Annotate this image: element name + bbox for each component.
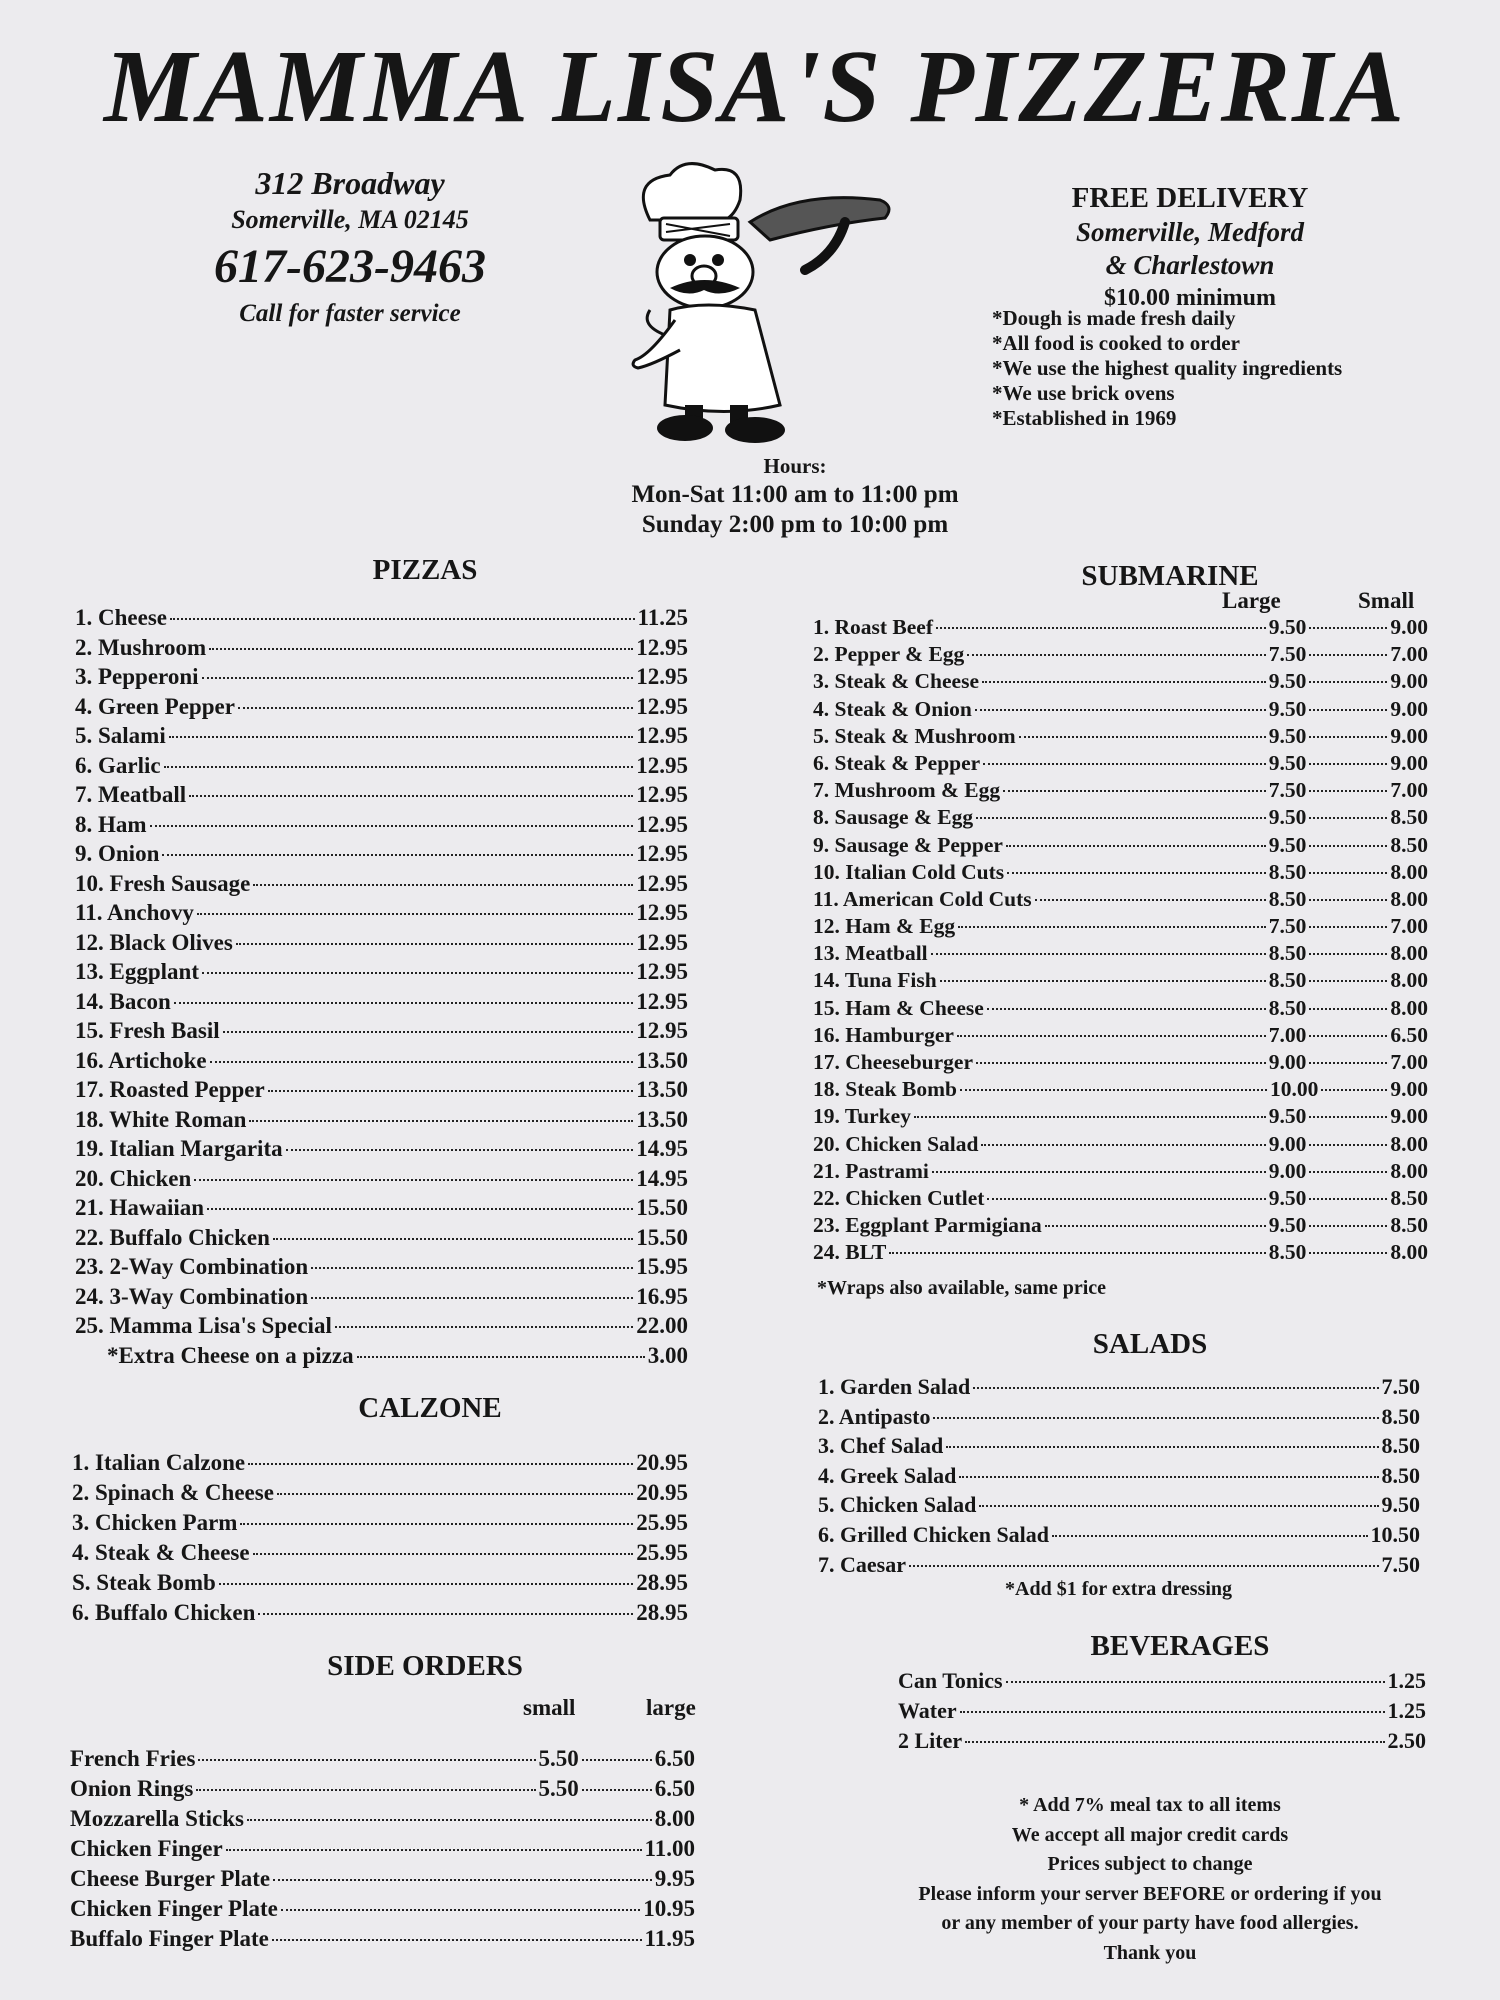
phone-number: 617-623-9463	[214, 240, 486, 293]
item-name: Water	[898, 1698, 957, 1723]
item-name: 16. Hamburger	[813, 1022, 954, 1047]
item-name: 24. 3-Way Combination	[75, 1283, 309, 1309]
item-name: 22. Buffalo Chicken	[75, 1224, 270, 1250]
item-price-large: 6.50	[654, 1746, 695, 1771]
menu-row	[75, 723, 688, 753]
item-price: 1.25	[1387, 1698, 1426, 1723]
item-price-small: 9.00	[1390, 723, 1428, 748]
item-name: 9. Onion	[75, 841, 160, 866]
hours-weekday: Mon-Sat 11:00 am to 11:00 pm	[631, 481, 959, 508]
menu-row	[813, 887, 1428, 914]
item-price-large: 9.50	[1268, 669, 1307, 694]
item-price: 14.95	[636, 1136, 688, 1161]
item-price-small: 8.50	[1390, 1185, 1428, 1210]
item-price-small: 8.50	[1390, 832, 1428, 857]
salads-heading: SALADS	[1092, 1328, 1208, 1360]
delivery-block	[990, 180, 1390, 314]
menu-row	[813, 805, 1428, 832]
call-note: Call for faster service	[239, 300, 461, 327]
menu-row	[818, 1552, 1420, 1582]
item-name: 8. Ham	[75, 811, 147, 837]
menu-row	[818, 1374, 1420, 1404]
item-price: 8.50	[1381, 1462, 1420, 1488]
item-price-large: 10.00	[1270, 1077, 1319, 1102]
menu-row	[813, 941, 1428, 968]
menu-row	[813, 1213, 1428, 1240]
item-name: 20. Chicken	[75, 1165, 192, 1191]
menu-row	[818, 1522, 1420, 1552]
item-price-large: 10.95	[643, 1896, 695, 1921]
item-name: 6. Grilled Chicken Salad	[818, 1521, 1050, 1547]
item-name: 6. Buffalo Chicken	[72, 1600, 256, 1625]
menu-row	[75, 930, 688, 960]
menu-row	[813, 642, 1428, 669]
item-name: 19. Turkey	[813, 1104, 911, 1129]
menu-row	[75, 1048, 688, 1078]
item-name: 17. Roasted Pepper	[75, 1077, 265, 1102]
footer-line: or any member of your party have food allergies.	[941, 1912, 1359, 1934]
menu-row	[72, 1480, 688, 1510]
menu-row	[813, 1023, 1428, 1050]
item-price-small: 9.00	[1390, 615, 1428, 639]
footer-line: Prices subject to change	[1047, 1853, 1253, 1875]
item-price-large: 11.00	[644, 1836, 695, 1861]
item-price: 8.50	[1381, 1433, 1420, 1459]
item-name: 19. Italian Margarita	[75, 1136, 283, 1161]
menu-row	[813, 1132, 1428, 1159]
item-name: 21. Pastrami	[813, 1158, 929, 1183]
item-price-large: 8.50	[1268, 941, 1307, 966]
item-price-large: 8.50	[1268, 886, 1307, 911]
item-name: 1. Roast Beef	[813, 615, 934, 639]
item-price-small: 9.00	[1390, 1077, 1428, 1102]
item-name: 10. Fresh Sausage	[75, 870, 251, 896]
side-col-large: large	[646, 1695, 696, 1720]
item-name: 1. Garden Salad	[818, 1374, 971, 1399]
item-price: 12.95	[636, 870, 688, 896]
item-price: 1.25	[1387, 1668, 1426, 1693]
menu-row	[72, 1600, 688, 1630]
salads-list	[818, 1374, 1420, 1581]
item-price-large: 7.50	[1268, 642, 1307, 667]
dressing-note: *Add $1 for extra dressing	[1005, 1578, 1233, 1600]
city-address: Somerville, MA 02145	[231, 205, 469, 234]
item-price: 20.95	[636, 1480, 688, 1505]
item-name: 3. Steak & Cheese	[813, 669, 980, 694]
menu-row	[75, 1195, 688, 1225]
item-price: 25.95	[636, 1510, 688, 1535]
item-price-large: 8.50	[1268, 995, 1307, 1020]
item-price-small: 9.00	[1390, 1104, 1428, 1129]
item-price-large: 8.50	[1268, 859, 1307, 884]
item-name: 4. Greek Salad	[818, 1462, 957, 1488]
submarine-list	[813, 615, 1428, 1268]
item-name: Cheese Burger Plate	[70, 1866, 271, 1891]
menu-row	[72, 1450, 688, 1480]
item-price-large: 6.50	[654, 1776, 695, 1801]
item-price-large: 7.50	[1268, 778, 1307, 803]
item-price: 13.50	[636, 1077, 688, 1102]
item-price-small: 7.00	[1390, 914, 1428, 939]
item-price: 22.00	[636, 1313, 688, 1338]
item-name: Onion Rings	[70, 1776, 194, 1801]
calzone-list	[72, 1450, 688, 1630]
menu-row	[75, 1284, 688, 1314]
item-name: 16. Artichoke	[75, 1047, 207, 1073]
menu-row	[70, 1896, 695, 1926]
delivery-minimum: $10.00 minimum	[1103, 285, 1276, 311]
menu-row	[75, 959, 688, 989]
menu-row	[813, 1240, 1428, 1267]
menu-row	[75, 1018, 688, 1048]
item-name: Chicken Finger	[70, 1836, 223, 1861]
item-price: 13.50	[636, 1047, 688, 1073]
footer-line: Thank you	[1103, 1941, 1197, 1964]
menu-row	[70, 1836, 695, 1866]
item-name: 2. Antipasto	[818, 1403, 931, 1429]
item-price: 12.95	[636, 634, 688, 660]
item-name: 25. Mamma Lisa's Special	[75, 1313, 332, 1338]
item-price: 7.50	[1381, 1551, 1420, 1577]
item-price-large: 8.50	[1268, 1240, 1307, 1265]
menu-row	[70, 1776, 695, 1806]
item-price: 20.95	[636, 1450, 688, 1475]
item-price-small: 9.00	[1390, 750, 1428, 775]
menu-row	[813, 1159, 1428, 1186]
menu-row	[813, 697, 1428, 724]
item-name: 2. Mushroom	[75, 634, 207, 660]
note-line: *We use the highest quality ingredients	[992, 356, 1343, 380]
item-name: 20. Chicken Salad	[813, 1131, 979, 1156]
menu-row	[898, 1698, 1426, 1728]
side-col-small: small	[523, 1695, 576, 1720]
item-price: 7.50	[1381, 1374, 1420, 1399]
item-name: 23. Eggplant Parmigiana	[813, 1213, 1042, 1238]
menu-row	[813, 751, 1428, 778]
item-name: 21. Hawaiian	[75, 1195, 205, 1220]
item-price: 12.95	[636, 811, 688, 837]
item-price: 12.95	[636, 1018, 688, 1043]
menu-row	[72, 1540, 688, 1570]
item-price-small: 8.00	[1390, 1131, 1428, 1156]
item-price: 9.50	[1381, 1492, 1420, 1518]
item-price: 14.95	[636, 1165, 688, 1191]
menu-row	[75, 900, 688, 930]
item-name: 7. Meatball	[75, 782, 187, 807]
menu-row	[75, 1107, 688, 1137]
item-price: 12.95	[636, 929, 688, 955]
wraps-note: *Wraps also available, same price	[817, 1277, 1107, 1299]
item-price: 12.95	[636, 959, 688, 984]
item-price-large: 9.50	[1268, 805, 1307, 830]
item-name: 9. Sausage & Pepper	[813, 832, 1003, 857]
menu-row	[75, 694, 688, 724]
item-price: 28.95	[636, 1600, 688, 1625]
menu-row	[813, 1050, 1428, 1077]
menu-row	[75, 1225, 688, 1255]
menu-row	[813, 778, 1428, 805]
item-name: *Extra Cheese on a pizza	[107, 1342, 354, 1368]
menu-row	[75, 871, 688, 901]
item-price-small: 8.00	[1390, 1158, 1428, 1183]
item-price-large: 8.50	[1268, 968, 1307, 993]
footer-line: Please inform your server BEFORE or ordering if you	[918, 1882, 1382, 1905]
menu-row	[813, 724, 1428, 751]
footer-line: * Add 7% meal tax to all items	[1019, 1794, 1281, 1816]
item-price: 16.95	[636, 1283, 688, 1309]
pizzas-heading: PIZZAS	[372, 554, 478, 586]
item-price-large: 9.50	[1268, 696, 1307, 721]
item-price-large: 9.00	[1268, 1131, 1307, 1156]
street-address: 312 Broadway	[255, 165, 445, 201]
item-price: 12.95	[636, 693, 688, 719]
menu-row-extra-cheese	[75, 1343, 688, 1373]
menu-row	[75, 812, 688, 842]
item-price: 12.95	[636, 782, 688, 807]
submarine-heading: SUBMARINE	[1081, 560, 1259, 592]
menu-row	[818, 1404, 1420, 1434]
item-name: 5. Steak & Mushroom	[813, 723, 1016, 748]
pizzas-list	[75, 605, 688, 1372]
menu-row	[72, 1510, 688, 1540]
item-price: 12.95	[636, 752, 688, 778]
item-name: S. Steak Bomb	[72, 1570, 216, 1595]
item-price-large: 9.50	[1268, 1185, 1307, 1210]
item-price-small: 8.00	[1390, 941, 1428, 966]
menu-row	[898, 1728, 1426, 1758]
item-price: 12.95	[636, 664, 688, 689]
menu-row	[818, 1492, 1420, 1522]
chef-mascot-icon	[630, 160, 910, 445]
menu-row	[75, 664, 688, 694]
menu-row	[813, 996, 1428, 1023]
item-price-small: 5.50	[538, 1776, 579, 1801]
quality-notes	[992, 306, 1412, 431]
item-name: 2. Pepper & Egg	[813, 642, 965, 667]
item-price-large: 9.50	[1268, 1213, 1307, 1238]
item-name: 15. Fresh Basil	[75, 1018, 220, 1043]
item-price-small: 9.00	[1390, 669, 1428, 694]
item-name: 4. Steak & Cheese	[72, 1540, 250, 1565]
item-name: 7. Caesar	[818, 1551, 906, 1577]
beverages-heading: BEVERAGES	[1090, 1630, 1270, 1662]
hours-block	[595, 452, 995, 540]
item-name: 5. Salami	[75, 723, 166, 748]
item-name: 12. Black Olives	[75, 929, 233, 955]
item-price-small: 8.00	[1390, 1240, 1428, 1265]
item-name: Can Tonics	[898, 1668, 1003, 1693]
item-price: 25.95	[636, 1540, 688, 1565]
item-name: 11. American Cold Cuts	[813, 886, 1032, 911]
footer-notes	[870, 1791, 1430, 1968]
item-price-small: 8.50	[1390, 805, 1428, 830]
menu-row	[813, 615, 1428, 642]
item-name: French Fries	[70, 1746, 196, 1771]
note-line: *Dough is made fresh daily	[992, 306, 1236, 330]
menu-row	[818, 1433, 1420, 1463]
item-price-small: 5.50	[538, 1746, 579, 1771]
menu-row	[813, 1186, 1428, 1213]
item-price-large: 7.50	[1268, 914, 1307, 939]
item-price-small: 8.00	[1390, 968, 1428, 993]
item-name: 3. Chicken Parm	[72, 1510, 238, 1535]
item-price: 10.50	[1370, 1521, 1420, 1547]
menu-row	[75, 635, 688, 665]
item-price-small: 8.00	[1390, 859, 1428, 884]
menu-row	[75, 1254, 688, 1284]
item-name: 1. Italian Calzone	[72, 1450, 246, 1475]
sub-col-large: Large	[1222, 588, 1281, 613]
menu-row	[75, 1313, 688, 1343]
item-name: 23. 2-Way Combination	[75, 1254, 309, 1279]
item-price-large: 9.00	[1268, 1050, 1307, 1074]
item-price: 12.95	[636, 988, 688, 1014]
item-price: 15.95	[636, 1254, 688, 1279]
item-name: Buffalo Finger Plate	[70, 1926, 269, 1951]
item-name: 18. White Roman	[75, 1106, 247, 1132]
menu-row	[898, 1668, 1426, 1698]
address-block	[170, 164, 530, 332]
item-name: 6. Steak & Pepper	[813, 750, 981, 775]
item-price: 12.95	[636, 723, 688, 748]
item-name: 18. Steak Bomb	[813, 1077, 957, 1102]
item-price: 15.50	[636, 1224, 688, 1250]
item-name: 13. Meatball	[813, 941, 928, 966]
item-name: 4. Green Pepper	[75, 693, 235, 719]
side-orders-heading: SIDE ORDERS	[327, 1650, 523, 1682]
note-line: *Established in 1969	[992, 406, 1177, 430]
item-price-small: 8.00	[1390, 995, 1428, 1020]
item-price-large: 9.50	[1268, 615, 1307, 639]
item-price-large: 9.95	[654, 1866, 695, 1891]
restaurant-title: MAMMA LISA'S PIZZERIA	[104, 29, 1406, 144]
menu-row	[75, 989, 688, 1019]
item-name: 15. Ham & Cheese	[813, 995, 984, 1020]
menu-row	[70, 1806, 695, 1836]
item-name: 13. Eggplant	[75, 959, 199, 984]
menu-row	[70, 1926, 695, 1956]
item-name: 3. Pepperoni	[75, 664, 199, 689]
menu-row	[818, 1463, 1420, 1493]
beverages-list	[898, 1668, 1426, 1758]
item-price-small: 8.00	[1390, 886, 1428, 911]
item-price-large: 9.50	[1268, 750, 1307, 775]
item-price-small: 7.00	[1390, 778, 1428, 803]
delivery-areas-line1: Somerville, Medford	[1076, 217, 1304, 247]
menu-row	[75, 841, 688, 871]
item-name: 14. Tuna Fish	[813, 968, 937, 993]
menu-row	[70, 1866, 695, 1896]
menu-row	[813, 1077, 1428, 1104]
side-orders-list	[70, 1746, 695, 1956]
note-line: *All food is cooked to order	[992, 331, 1240, 355]
item-name: 14. Bacon	[75, 988, 171, 1014]
sub-col-small: Small	[1358, 588, 1415, 613]
item-price-large: 7.00	[1268, 1022, 1307, 1047]
item-price: 3.00	[647, 1342, 688, 1368]
menu-row	[70, 1746, 695, 1776]
item-name: 3. Chef Salad	[818, 1433, 944, 1459]
item-price-large: 8.00	[654, 1806, 695, 1831]
item-name: 7. Mushroom & Egg	[813, 778, 1001, 803]
item-name: 2 Liter	[898, 1728, 963, 1753]
item-name: 12. Ham & Egg	[813, 914, 956, 939]
item-price: 8.50	[1381, 1403, 1420, 1429]
item-price-small: 7.00	[1390, 1050, 1428, 1074]
item-price: 13.50	[636, 1106, 688, 1132]
menu-row	[813, 833, 1428, 860]
menu-row	[75, 1166, 688, 1196]
item-name: 24. BLT	[813, 1240, 887, 1265]
footer-line: We accept all major credit cards	[1011, 1823, 1289, 1846]
menu-row	[75, 753, 688, 783]
item-price: 12.95	[636, 900, 688, 925]
item-name: Mozzarella Sticks	[70, 1806, 244, 1831]
item-name: 1. Cheese	[75, 605, 167, 630]
item-price-small: 7.00	[1390, 642, 1428, 667]
hours-label: Hours:	[763, 454, 827, 478]
item-price-small: 6.50	[1390, 1022, 1428, 1047]
item-price: 15.50	[636, 1195, 688, 1220]
item-name: 5. Chicken Salad	[818, 1492, 977, 1518]
item-price-large: 11.95	[644, 1926, 695, 1951]
menu-row	[75, 782, 688, 812]
item-price-large: 9.50	[1268, 832, 1307, 857]
item-name: 2. Spinach & Cheese	[72, 1480, 274, 1505]
menu-row	[75, 605, 688, 635]
item-name: 11. Anchovy	[75, 900, 194, 925]
item-price-large: 9.50	[1268, 1104, 1307, 1129]
item-price: 11.25	[637, 605, 688, 630]
item-price-small: 9.00	[1390, 696, 1428, 721]
item-name: 6. Garlic	[75, 752, 161, 778]
item-name: 22. Chicken Cutlet	[813, 1185, 985, 1210]
menu-row	[813, 860, 1428, 887]
item-name: 10. Italian Cold Cuts	[813, 859, 1005, 884]
menu-row	[75, 1077, 688, 1107]
item-price-large: 9.00	[1268, 1158, 1307, 1183]
delivery-areas-line2: & Charlestown	[1105, 250, 1275, 280]
item-price: 2.50	[1387, 1728, 1426, 1753]
item-price: 12.95	[636, 841, 688, 866]
calzone-heading: CALZONE	[358, 1392, 502, 1424]
item-price-large: 9.50	[1268, 723, 1307, 748]
menu-row	[813, 968, 1428, 995]
menu-row	[813, 1104, 1428, 1131]
item-name: 4. Steak & Onion	[813, 696, 972, 721]
menu-row	[75, 1136, 688, 1166]
item-price: 28.95	[636, 1570, 688, 1595]
item-name: 17. Cheeseburger	[813, 1050, 974, 1074]
item-name: Chicken Finger Plate	[70, 1896, 278, 1921]
menu-row	[72, 1570, 688, 1600]
item-name: 8. Sausage & Egg	[813, 805, 974, 830]
item-price-small: 8.50	[1390, 1213, 1428, 1238]
menu-row	[813, 914, 1428, 941]
delivery-heading: FREE DELIVERY	[1071, 182, 1309, 214]
menu-row	[813, 669, 1428, 696]
note-line: *We use brick ovens	[992, 381, 1175, 405]
hours-sunday: Sunday 2:00 pm to 10:00 pm	[641, 511, 949, 538]
